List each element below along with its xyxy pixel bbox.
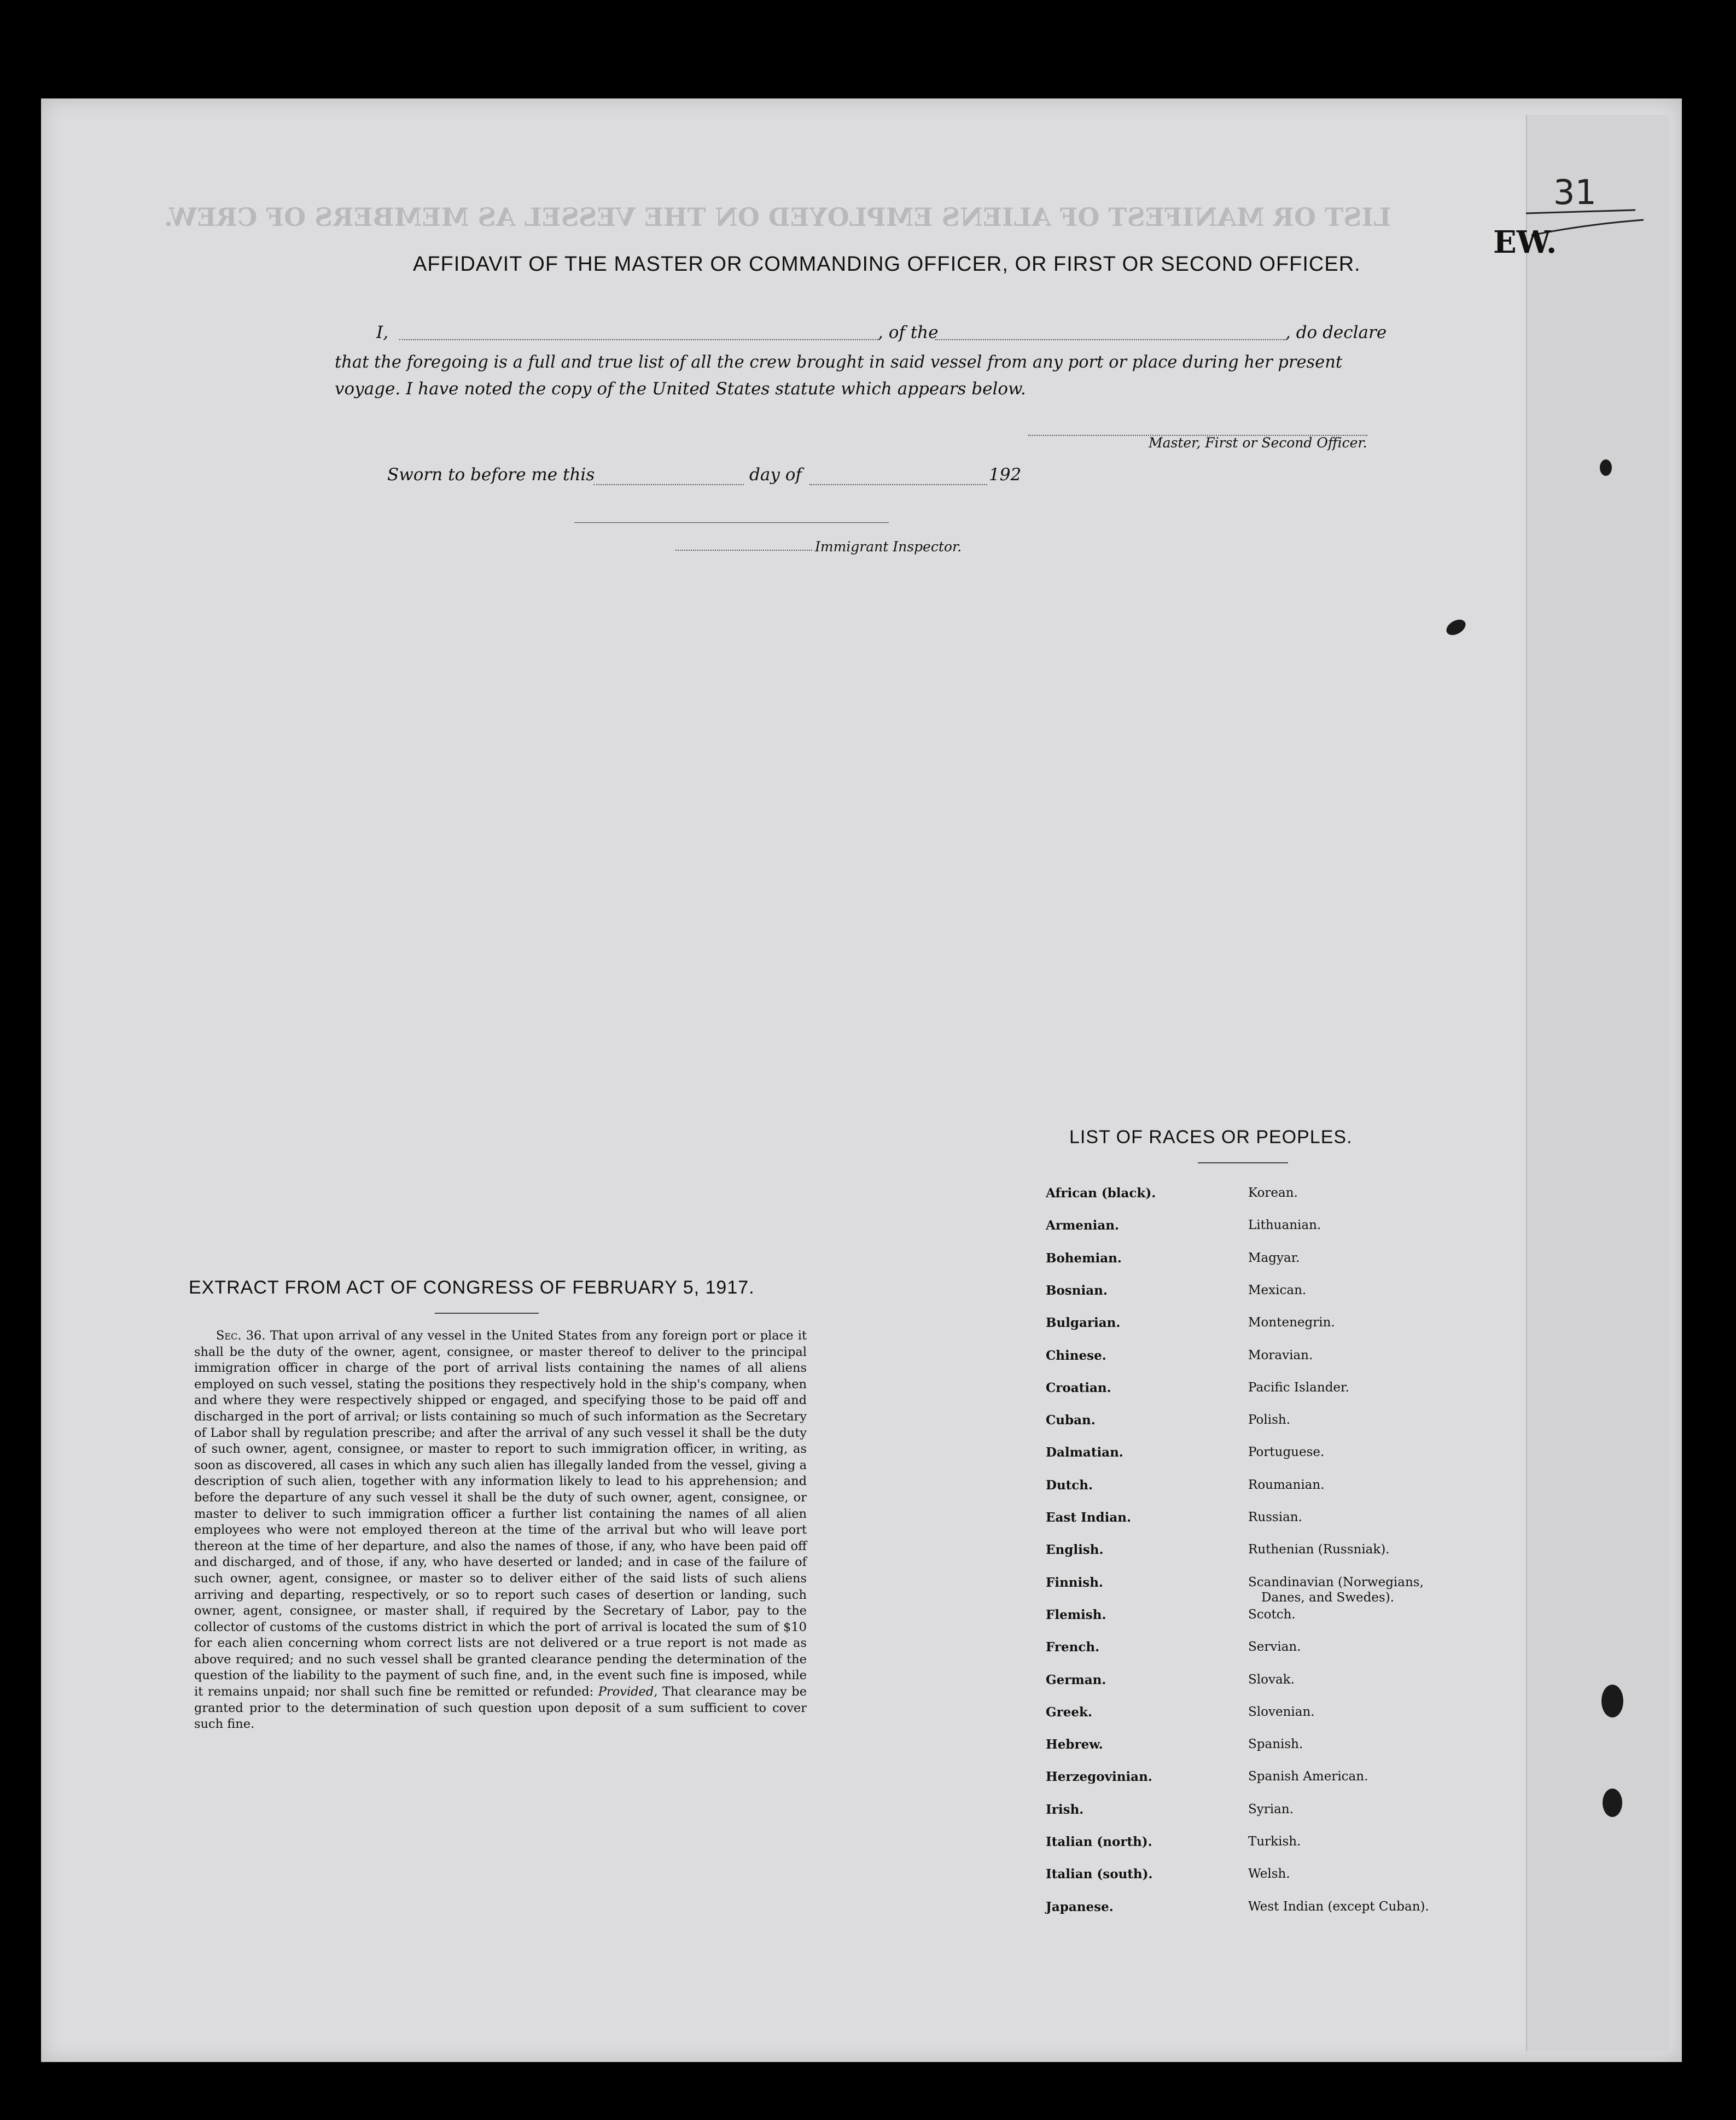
race-item: Welsh. [1248, 1867, 1290, 1882]
race-item: Greek. [1046, 1704, 1092, 1720]
race-item: Italian (south). [1046, 1867, 1153, 1882]
sheet-mark: EW. [1493, 224, 1557, 260]
race-item: Flemish. [1046, 1607, 1106, 1622]
race-item: Magyar. [1248, 1250, 1300, 1265]
race-item: Croatian. [1046, 1380, 1111, 1395]
race-item: Spanish American. [1248, 1769, 1368, 1784]
folded-page-edge [1526, 115, 1669, 2051]
race-item: Bohemian. [1046, 1250, 1122, 1266]
extract-text-part2: That clearance may be granted prior to the determination of such question upon deposit of a sum sufficient to cover such fine. [194, 1685, 807, 1732]
affidavit-statement-line-3: voyage. I have noted the copy of the United States statute which appears below. [335, 379, 1026, 399]
extract-title-rule [435, 1313, 539, 1314]
race-item: Bosnian. [1046, 1283, 1108, 1298]
punch-hole [1601, 1685, 1623, 1717]
race-item: Turkish. [1248, 1834, 1301, 1849]
race-item: Mexican. [1248, 1283, 1307, 1297]
race-item: Armenian. [1046, 1218, 1120, 1233]
extract-body [194, 1328, 807, 1733]
race-item: Herzegovinian. [1046, 1769, 1152, 1785]
race-item: Polish. [1248, 1413, 1291, 1428]
race-item: Chinese. [1046, 1348, 1106, 1363]
extract-text-part1: That upon arrival of any vessel in the United States from any foreign port or place it shall be the duty of the owner, agent, consignee, or master thereof to deliver to the principal immigration officer in charge of the port of arrival lists containing the names of all aliens employed on such vessel, stating the positions they respectively hold in the ship's company, when and where they were respectively shipped or engaged, and specifying those to be paid off and discharged in the port of arrival; or lists containing so much of such information as the Secretary of Labor shall by regulation prescribe; and after the arrival of any such vessel it shall be the duty of such owner, agent, consignee, or master to report to such immigration officer, in writing, as soon as discovered, all cases in which any such alien has illegally landed from the vessel, giving a description of such alien, together with any information likely to lead to his apprehension; and before the departure of any such vessel it shall be the duty of such owner, agent, consignee, or master to deliver to such immigration officer a further list containing the names of all alien employees who were not employed thereon at the time of the arrival but who will leave port thereon at the time of her departure, and also the names of those, if any, who have been paid off and discharged, and of those, if any, who have deserted or landed; and in case of the failure of such owner, agent, consignee, or master so to deliver either of the said lists of such aliens arriving and departing, respectively, or so to report such cases of desertion or landing, such owner, agent, consignee, or master shall, if required by the Secretary of Labor, pay to the collector of customs of the customs district in which the port of arrival is located the sum of $10 for each alien concerning whom correct lists are not delivered or a true report is not made as above required; and no such vessel shall be granted clearance pending the determination of the question of the liability to the payment of such fine, and, in the event such fine is imposed, while it remains unpaid; nor shall such fine be remitted or refunded: [194, 1329, 807, 1699]
extract-section-label: Sec. 36. [216, 1329, 266, 1343]
extract-title: EXTRACT FROM ACT OF CONGRESS OF FEBRUARY 5, 1917. [189, 1277, 755, 1298]
race-item: Scotch. [1248, 1607, 1296, 1622]
race-item: Portuguese. [1248, 1445, 1325, 1460]
name-blank-line [399, 339, 878, 340]
race-item: Spanish. [1248, 1737, 1303, 1752]
bleed-through-heading: LIST OR MANIFEST OF ALIENS EMPLOYED ON THE VESSEL AS MEMBERS OF CREW. [164, 202, 1391, 232]
sworn-day-of: day of [749, 465, 802, 485]
race-item: Syrian. [1248, 1802, 1294, 1816]
race-item: Roumanian. [1248, 1477, 1325, 1492]
inspector-signature-line [574, 522, 889, 523]
affidavit-statement-line-2: that the foregoing is a full and true list of all the crew brought in said vessel from any port or place during her present [335, 353, 1343, 372]
race-item: West Indian (except Cuban). [1248, 1899, 1429, 1914]
races-title-rule [1198, 1162, 1288, 1163]
race-item: Pacific Islander. [1248, 1380, 1349, 1395]
races-title: LIST OF RACES OR PEOPLES. [1069, 1127, 1353, 1148]
race-item: Japanese. [1046, 1899, 1114, 1914]
sworn-year: 192 [989, 465, 1022, 485]
race-item: Russian. [1248, 1510, 1302, 1524]
affidavit-of-the-label: , of the [878, 323, 939, 342]
race-item: Italian (north). [1046, 1834, 1152, 1849]
race-item: Bulgarian. [1046, 1315, 1121, 1331]
race-scandinavian-continued: Danes, and Swedes). [1261, 1590, 1395, 1605]
race-item: Hebrew. [1046, 1737, 1103, 1752]
race-item: East Indian. [1046, 1510, 1131, 1525]
extract-provided-label: Provided, [598, 1685, 658, 1699]
affidavit-declare-label: , do declare [1285, 323, 1387, 342]
sworn-day-blank [593, 484, 744, 485]
race-item: Servian. [1248, 1640, 1301, 1655]
race-item: German. [1046, 1672, 1106, 1687]
race-item: Moravian. [1248, 1348, 1313, 1362]
race-item: Dutch. [1046, 1477, 1093, 1493]
race-item: Irish. [1046, 1802, 1084, 1817]
punch-hole [1603, 1789, 1622, 1817]
race-item: Scandinavian (Norwegians, [1248, 1575, 1424, 1589]
punch-hole [1600, 459, 1612, 476]
race-item: Cuban. [1046, 1413, 1096, 1428]
race-item: Dalmatian. [1046, 1445, 1123, 1460]
race-item: French. [1046, 1640, 1100, 1655]
sworn-prefix: Sworn to before me this [387, 465, 595, 485]
race-item: Slovenian. [1248, 1704, 1315, 1719]
race-item: English. [1046, 1542, 1104, 1558]
page-number: 31 [1553, 172, 1597, 212]
vessel-blank-line [935, 339, 1285, 340]
inspector-caption: Immigrant Inspector. [815, 539, 962, 555]
race-item: African (black). [1046, 1186, 1156, 1201]
sworn-month-blank [809, 484, 987, 485]
race-item: Lithuanian. [1248, 1218, 1321, 1233]
inspector-dotted-line [675, 550, 812, 551]
race-item: Korean. [1248, 1186, 1298, 1200]
signature-caption: Master, First or Second Officer. [1149, 435, 1367, 451]
race-item: Ruthenian (Russniak). [1248, 1542, 1390, 1557]
race-item: Slovak. [1248, 1672, 1295, 1687]
affidavit-i-label: I, [376, 323, 389, 342]
affidavit-title: AFFIDAVIT OF THE MASTER OR COMMANDING OFFICER, OR FIRST OR SECOND OFFICER. [413, 253, 1361, 276]
race-item: Finnish. [1046, 1575, 1103, 1590]
race-item: Montenegrin. [1248, 1315, 1335, 1330]
